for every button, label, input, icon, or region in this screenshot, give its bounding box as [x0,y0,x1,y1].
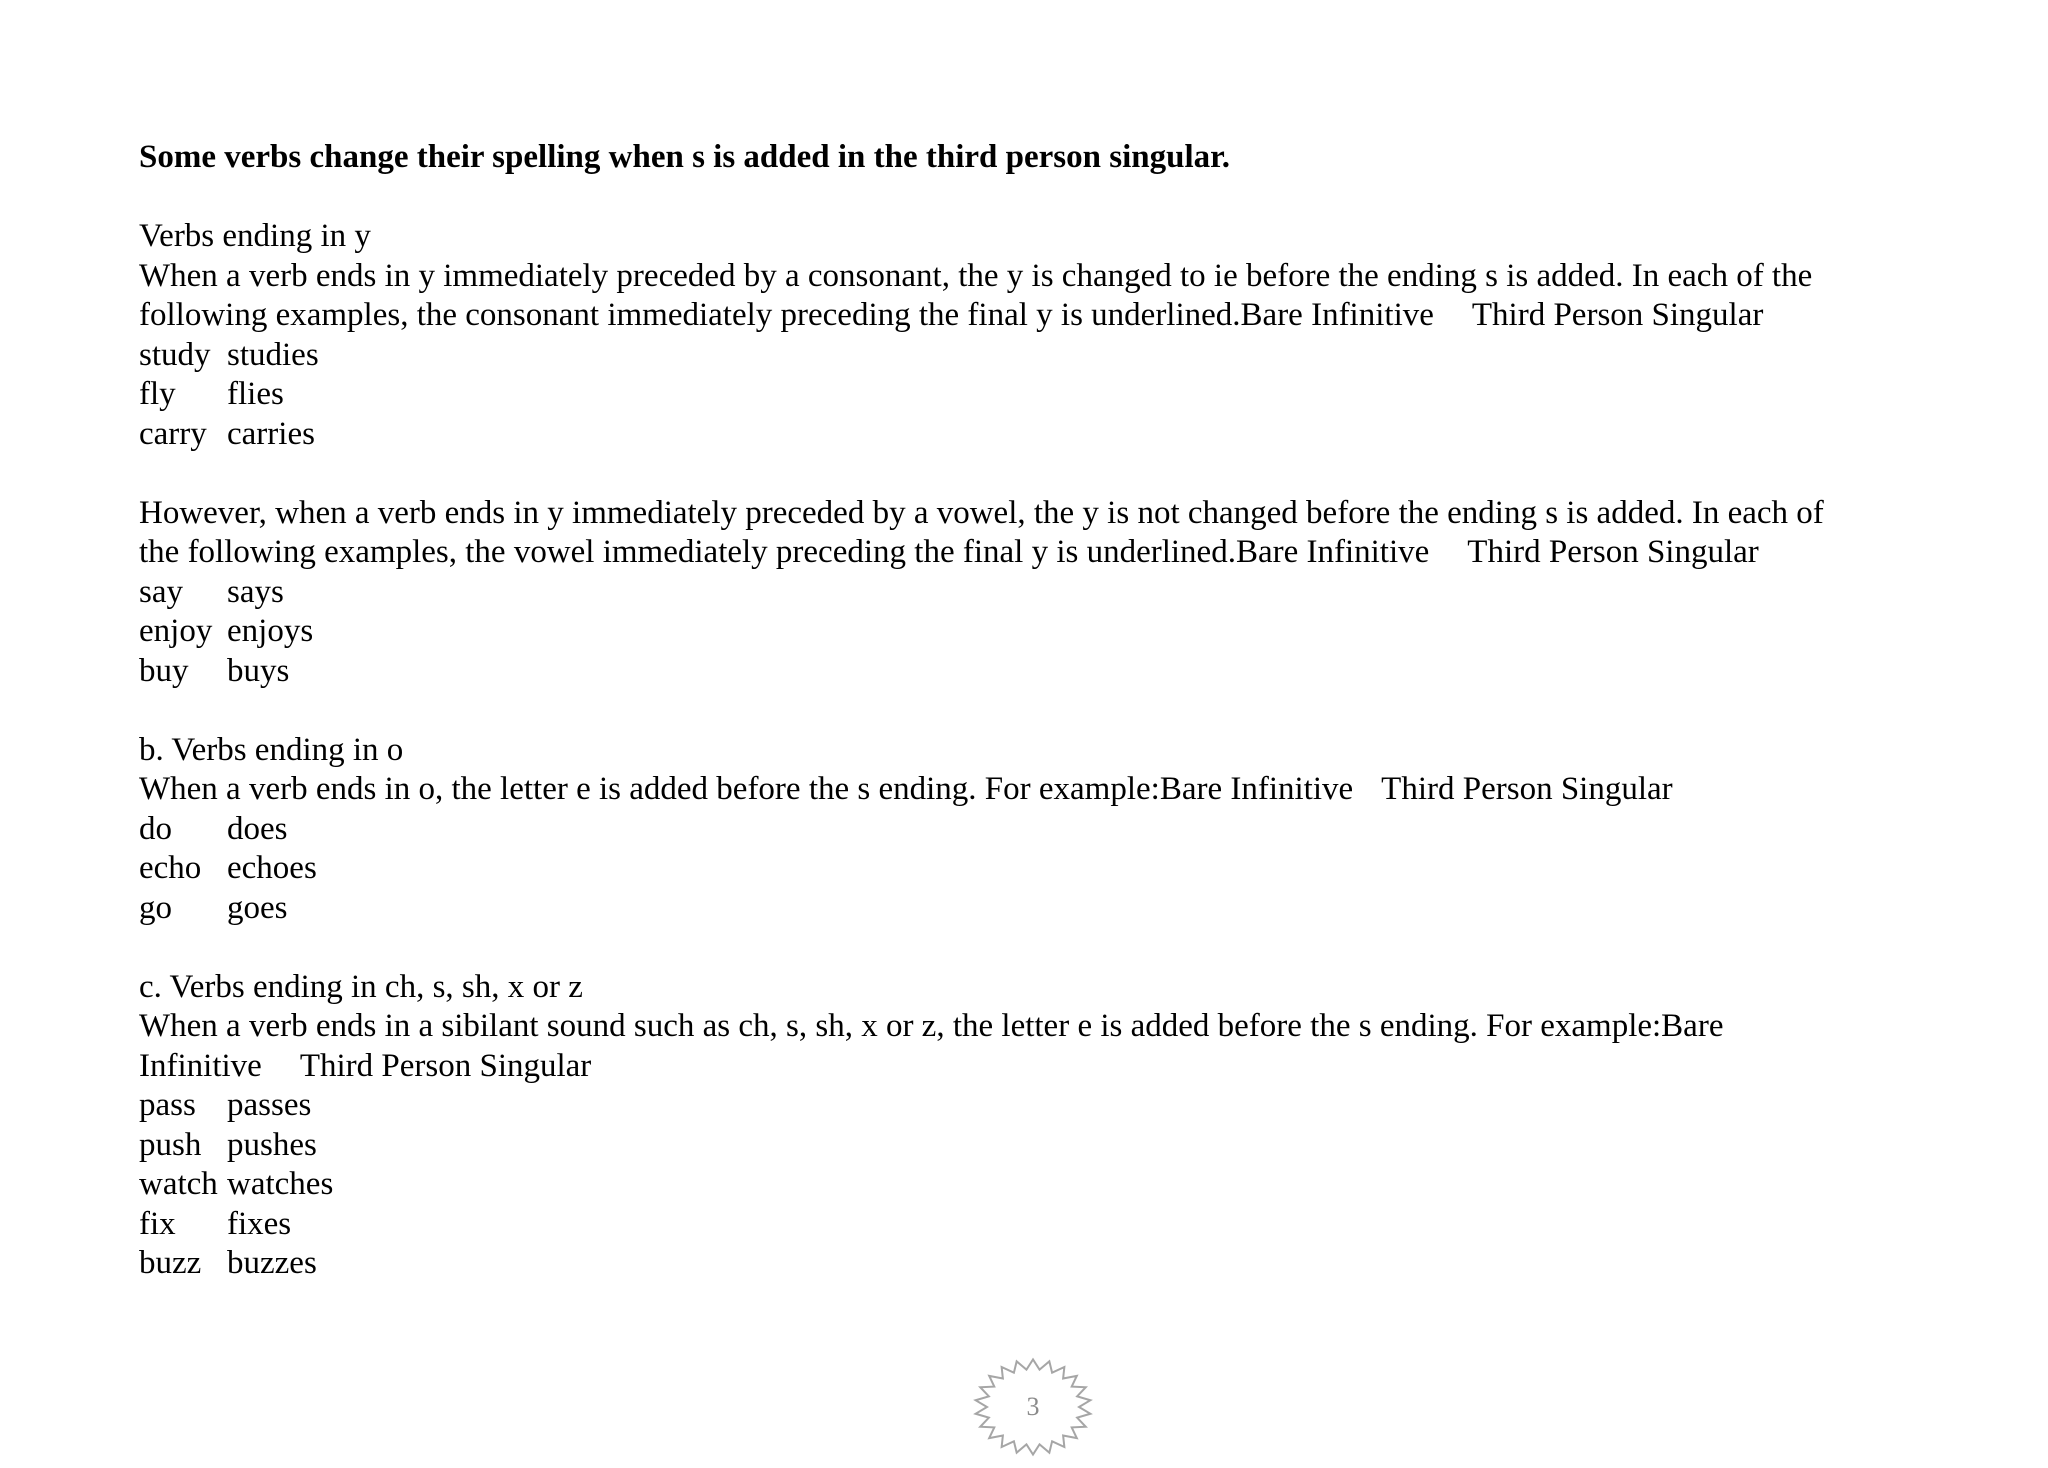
table-row [139,849,1919,889]
bare-infinitive-cell: say [139,573,183,610]
table-row [139,889,1919,929]
page-heading: Some verbs change their spelling when s is added in the third person singular. [139,139,1230,175]
column-header-third-person: Third Person Singular [1471,297,1764,333]
section-verbs-ending-y [139,217,1919,454]
table-row [139,415,1919,455]
bare-infinitive-cell: go [139,889,172,926]
third-person-cell: goes [227,889,288,926]
bare-infinitive-cell: enjoy [139,613,213,649]
table-row [139,1165,1919,1205]
paragraph-text: Infinitive [139,1047,262,1084]
table-row [139,573,1919,613]
section-title: c. Verbs ending in ch, s, sh, x or z [139,968,583,1005]
table-row [139,652,1919,692]
third-person-cell: does [227,810,288,847]
section-paragraph-line: When a verb ends in a sibilant sound such as ch, s, sh, x or z, the letter e is added before the s ending. For example:Bare [139,1008,1724,1044]
table-row [139,1086,1919,1126]
table-row [139,1126,1919,1166]
table-row [139,1205,1919,1245]
document-page [139,138,1919,1323]
column-header-third-person: Third Person Singular [1381,771,1673,807]
paragraph-text: the following examples, the vowel immediately preceding the final y is underlined.Bare Infinitive [139,534,1430,570]
table-row [139,336,1919,376]
paragraph-text: When a verb ends in o, the letter e is added before the s ending. For example:Bare Infinitive [139,771,1354,807]
third-person-cell: passes [227,1087,312,1123]
section-title: Verbs ending in y [139,218,371,254]
third-person-cell: buzzes [227,1245,317,1281]
third-person-cell: fixes [227,1205,292,1242]
section-paragraph-line [139,533,1919,573]
third-person-cell: buys [227,652,290,689]
bare-infinitive-cell: pass [139,1087,196,1123]
section-verbs-ending-sibilant [139,968,1919,1284]
section-title: b. Verbs ending in o [139,731,404,768]
third-person-cell: carries [227,415,315,452]
section-paragraph-line: However, when a verb ends in y immediately preceded by a vowel, the y is not changed before the ending s is added. In each of [139,494,1824,531]
third-person-cell: says [227,573,284,610]
column-header-third-person: Third Person Singular [1467,534,1759,570]
third-person-cell: echoes [227,850,317,886]
table-row [139,1244,1919,1284]
section-paragraph-line: When a verb ends in y immediately preceded by a consonant, the y is changed to ie before the ending s is added. In each of the [139,257,1813,294]
page-number: 3 [1026,1392,1040,1421]
bare-infinitive-cell: study [139,336,211,373]
third-person-cell: pushes [227,1126,317,1163]
section-verbs-ending-o [139,731,1919,929]
bare-infinitive-cell: fly [139,376,176,412]
table-row [139,612,1919,652]
bare-infinitive-cell: carry [139,415,207,452]
table-row [139,375,1919,415]
third-person-cell: studies [227,336,319,373]
section-vowel-y [139,494,1919,692]
third-person-cell: flies [227,376,284,412]
bare-infinitive-cell: fix [139,1205,176,1242]
section-paragraph-line [139,1047,1919,1087]
bare-infinitive-cell: echo [139,850,202,886]
bare-infinitive-cell: buy [139,652,189,689]
page-number-badge [972,1346,1094,1468]
bare-infinitive-cell: watch [139,1166,218,1202]
section-paragraph-line [139,296,1919,336]
third-person-cell: enjoys [227,613,314,649]
bare-infinitive-cell: push [139,1126,202,1163]
section-paragraph-line [139,770,1919,810]
third-person-cell: watches [227,1166,334,1202]
bare-infinitive-cell: do [139,810,172,847]
paragraph-text: following examples, the consonant immediately preceding the final y is underlined.Bare Infinitive [139,297,1434,333]
table-row [139,810,1919,850]
column-header-third-person: Third Person Singular [299,1047,592,1084]
bare-infinitive-cell: buzz [139,1245,202,1281]
